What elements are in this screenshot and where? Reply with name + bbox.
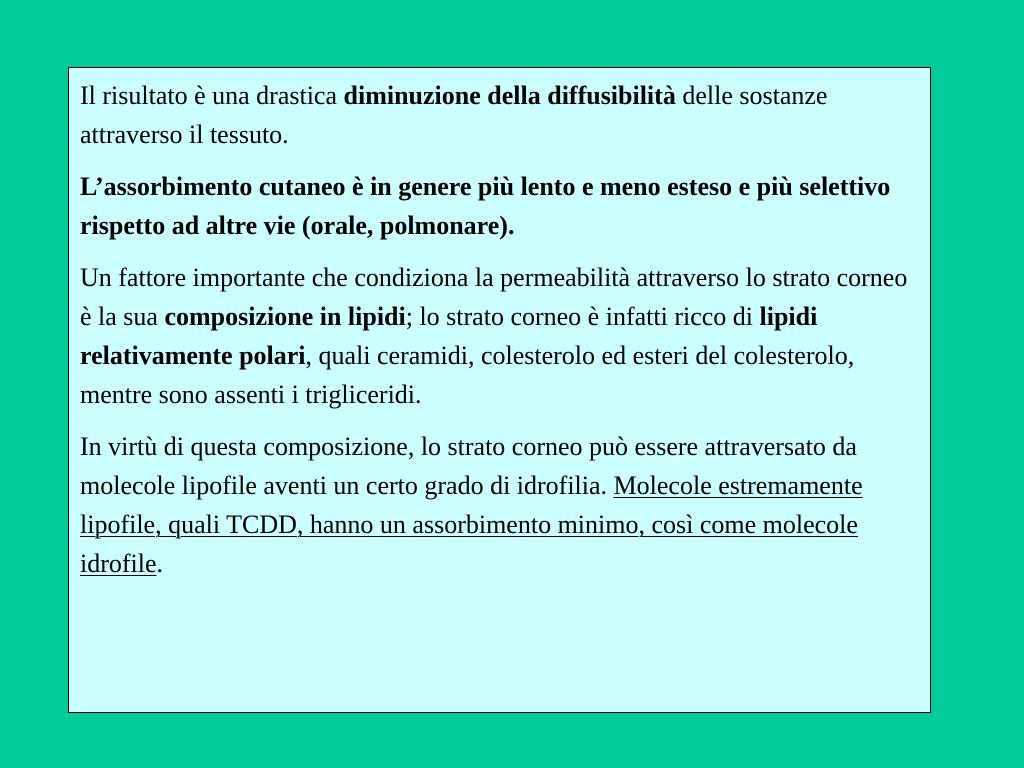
paragraph-lipophilic-molecules — [80, 427, 918, 583]
paragraph-lipid-composition — [80, 258, 918, 414]
underlined-tcdd-note: Molecole estremamente lipofile, quali TCDD, hanno un assorbimento minimo, così come molecole idrofile — [80, 471, 863, 578]
text-box — [68, 67, 931, 713]
paragraph-text: , quali ceramidi, colesterolo ed esteri del colesterolo, mentre sono assenti i trigliceridi. — [80, 341, 855, 409]
bold-cutaneous-absorption: L’assorbimento cutaneo è in genere più lento e meno esteso e più selettivo rispetto ad altre vie (orale, polmonare). — [80, 172, 891, 240]
paragraph-text: delle sostanze attraverso il tessuto. — [80, 81, 828, 149]
bold-diffusibility: diminuzione della diffusibilità — [343, 81, 676, 110]
paragraph-text: Il risultato è una drastica — [80, 81, 344, 110]
bold-polar-lipids: lipidi relativamente polari — [80, 302, 818, 370]
paragraph-text: In virtù di questa composizione, lo strato corneo può essere attraversato da molecole lipofile aventi un certo grado di idrofilia. — [80, 432, 857, 500]
paragraph-diffusibility — [80, 76, 918, 154]
paragraph-cutaneous-absorption — [80, 167, 918, 245]
paragraph-text: Un fattore importante che condiziona la permeabilità attraverso lo strato corneo è la sua — [80, 263, 908, 331]
bold-lipid-composition: composizione in lipidi — [164, 302, 406, 331]
paragraph-text: . — [156, 549, 164, 578]
paragraph-text: ; lo strato corneo è infatti ricco di — [405, 302, 760, 331]
